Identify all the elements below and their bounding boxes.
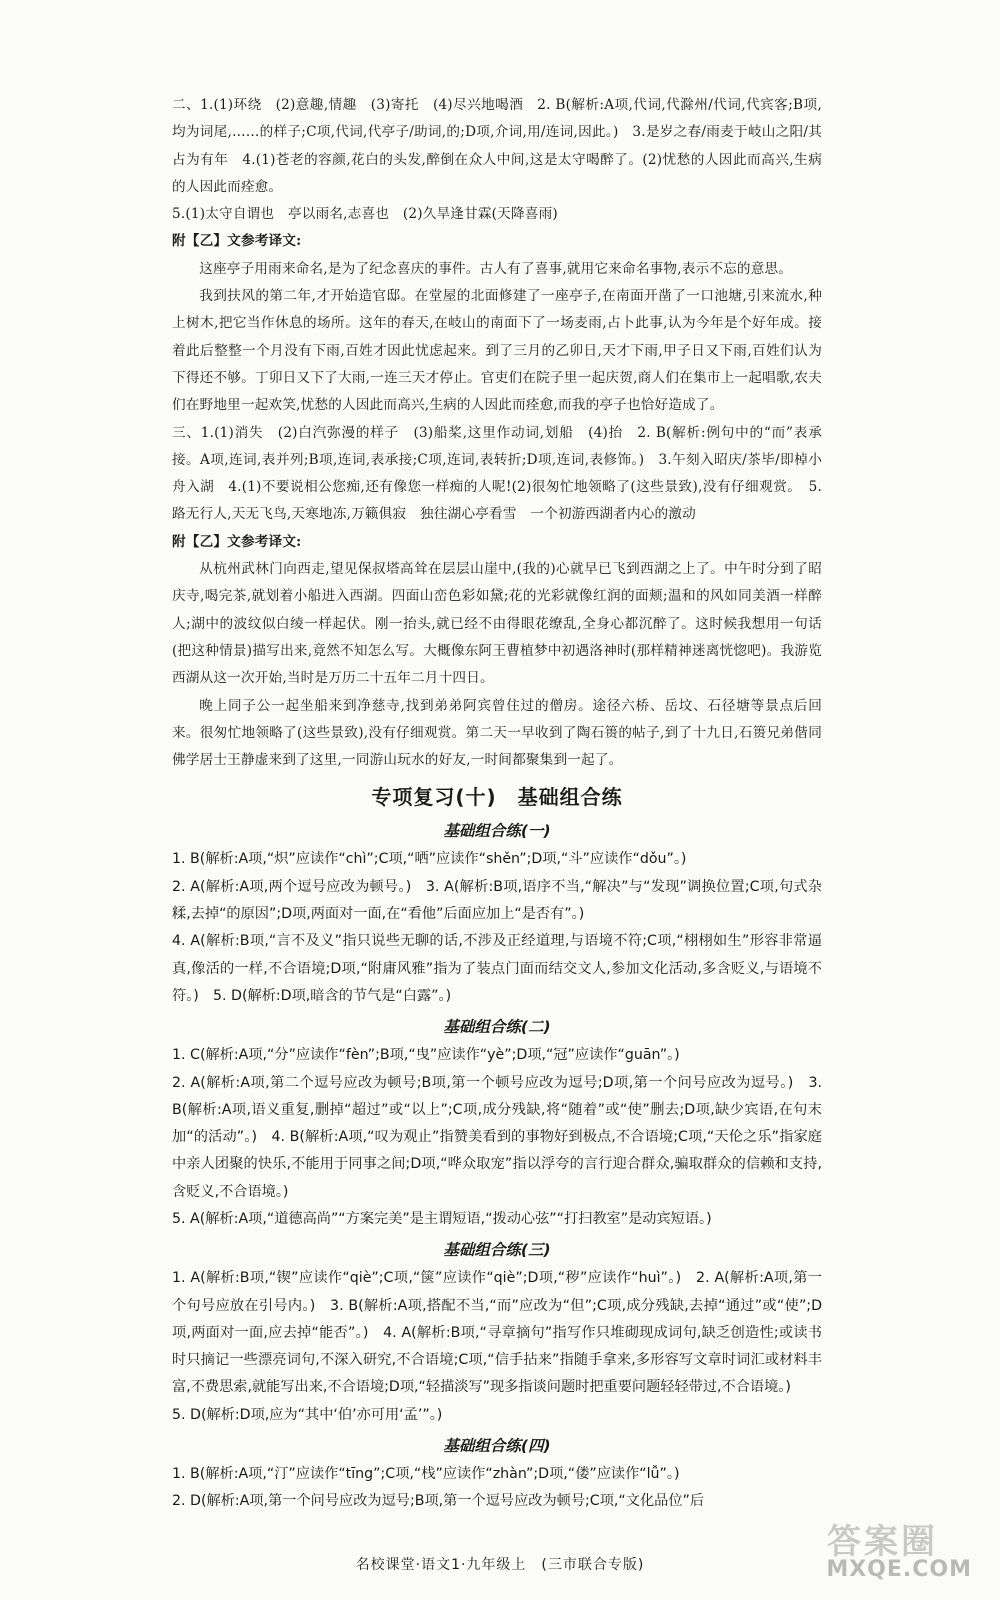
part2-answers: 二、1.(1)环绕 (2)意趣,情趣 (3)寄托 (4)尽兴地喝酒 2. B(解析:A项,代词,代滁州/代词,代宾客;B项,均为词尾,……的样子;C项,代词,代亭子/助词,的;D项,介词,用/连词,因此。) 3.是岁之春/雨麦于岐山之阳/其占为有年 4.(1)苍老的容颜,花白的头发,醉倒在众人中间,这是太守喝醉了。(2)忧愁的人因此而高兴,生病的人因此而痊愈。: [172, 97, 822, 195]
exercise-set-3: [172, 1235, 822, 1429]
part2-translation-heading: 附【乙】文参考译文:: [172, 233, 302, 250]
exercise-answer: 1. A(解析:B项,“锲”应读作“qiè”;C项,“箧”应读作“qiè”;D项,“秽”应读作“huì”。) 2. A(解析:A项,第一个句号应放在引号内。) 3. B(解析:A项,搭配不当,“而”应改为“但”;C项,成分残缺,去掉“通过”或“使”;D项,两面对一面,应去掉“能否”。) 4. A(解析:B项,“寻章摘句”指写作只堆砌现成词句,缺乏创造性;或读书时只摘记一些漂亮词句,不深入研究,不合语境;C项,“信手拈来”指随手拿来,多形容写文章时词汇或材料丰富,不费思索,就能写出来,不合语境;D项,“轻描淡写”现多指谈问题时把重要问题轻轻带过,不合语境。): [172, 1270, 822, 1396]
exercise-answer: 2. A(解析:A项,两个逗号应改为顿号。) 3. A(解析:B项,语序不当,“解决”与“发现”调换位置;C项,句式杂糅,去掉“的原因”;D项,两面对一面,在“看他”后面应加上“是否有”。): [172, 878, 822, 923]
watermark-url: MXQE.COM: [826, 1557, 972, 1582]
exercise-answer: 1. B(解析:A项,“汀”应读作“tīng”;C项,“栈”应读作“zhàn”;D项,“偻”应读作“lǚ”。): [172, 1466, 680, 1483]
exercise-set-title: 基础组合练(一): [443, 822, 551, 841]
exercise-set-1: [172, 816, 822, 1010]
exercise-answer: 1. B(解析:A项,“炽”应读作“chì”;C项,“哂”应读作“shěn”;D项,“斗”应读作“dǒu”。): [172, 851, 687, 868]
exercise-answer: 4. A(解析:B项,“言不及义”指只说些无聊的话,不涉及正经道理,与语境不符;C项,“栩栩如生”形容非常逼真,像活的一样,不合语境;D项,“附庸风雅”指为了装点门面而结交文人,参加文化活动,多含贬义,与语境不符。) 5. D(解析:D项,暗含的节气是“白露”。): [172, 933, 822, 1004]
part3-translation-heading: 附【乙】文参考译文:: [172, 533, 302, 550]
section-part-2: [172, 92, 822, 420]
part3-translation-para-2: 晚上同子公一起坐船来到净慈寺,找到弟弟阿宾曾住过的僧房。途径六桥、岳坟、石径塘等景点后回来。很匆忙地领略了(这些景致),没有仔细观赏。第二天一早收到了陶石篑的帖子,到了十九日,石篑兄弟偕同佛学居士王静虚来到了这里,一同游山玩水的好友,一时间都聚集到一起了。: [172, 697, 822, 769]
exercise-set-title: 基础组合练(四): [443, 1437, 551, 1456]
part2-translation-para-1: 这座亭子用雨来命名,是为了纪念喜庆的事件。古人有了喜事,就用它来命名事物,表示不忘的意思。: [199, 260, 793, 277]
exercise-set-4: [172, 1431, 822, 1516]
exercise-set-title: 基础组合练(三): [443, 1241, 551, 1260]
section-part-3: [172, 420, 822, 775]
exercise-answer: 5. D(解析:D项,应为“其中‘伯’亦可用‘孟’”。): [172, 1406, 443, 1423]
part2-answer5: 5.(1)太守自谓也 亭以雨名,志喜也 (2)久旱逢甘霖(天降喜雨): [172, 206, 558, 223]
watermark-logo: 答案圈: [827, 1522, 938, 1562]
part3-answers: 三、1.(1)消失 (2)白汽弥漫的样子 (3)船桨,这里作动词,划船 (4)抬 2. B(解析:例句中的“而”表承接。A项,连词,表并列;B项,连词,表承接;C项,连词,表转折;D项,连词,表修饰。) 3.午刻入昭庆/茶毕/即棹小舟入湖 4.(1)不要说相公您痴,还有像您一样痴的人呢!(2)很匆忙地领略了(这些景致),没有仔细观赏。 5.路无行人,天无飞鸟,天寒地冻,万籁俱寂 独往湖心亭看雪 一个初游西湖者内心的激动: [172, 424, 822, 523]
exercise-answer: 1. C(解析:A项,“分”应读作“fèn”;B项,“曳”应读作“yè”;D项,“冠”应读作“guān”。): [172, 1047, 680, 1064]
part2-translation-para-2: 我到扶风的第二年,才开始造官邸。在堂屋的北面修建了一座亭子,在南面开凿了一口池塘,引来流水,种上树木,把它当作休息的场所。这年的春天,在岐山的南面下了一场麦雨,占卜此事,认为今年是个好年成。接着此后整整一个月没有下雨,百姓才因此忧虑起来。到了三月的乙卯日,天才下雨,甲子日又下雨,百姓们认为下得还不够。丁卯日又下了大雨,一连三天才停止。官吏们在院子里一起庆贺,商人们在集市上一起唱歌,农夫们在野地里一起欢笑,忧愁的人因此而高兴,生病的人因此而痊愈,而我的亭子也恰好造成了。: [172, 288, 822, 414]
site-watermark: [808, 1514, 978, 1584]
section-title: 专项复习(十) 基础组合练: [371, 785, 623, 810]
exercise-answer: 2. D(解析:A项,第一个问号应改为逗号;B项,第一个逗号应改为顿号;C项,“文化品位”后: [172, 1493, 705, 1510]
exercise-set-2: [172, 1012, 822, 1233]
answer-page: [172, 92, 822, 1516]
page-footer: 名校课堂·语文1·九年级上 (三市联合专版): [355, 1557, 645, 1573]
part3-translation-para-1: 从杭州武林门向西走,望见保叔塔高耸在层层山崖中,(我的)心就早已飞到西湖之上了。中午时分到了昭庆寺,喝完茶,就划着小船进入西湖。四面山峦色彩如黛;花的光彩就像红润的面颊;温和的风如同美酒一样醉人;湖中的波纹似白绫一样起伏。刚一抬头,就已经不由得眼花缭乱,全身心都沉醉了。这时候我想用一句话(把这种情景)描写出来,竟然不知怎么写。大概像东阿王曹植梦中初遇洛神时(那样精神迷离恍惚吧)。我游览西湖从这一次开始,当时是万历二十五年二月十四日。: [172, 561, 822, 687]
exercise-answer: 2. A(解析:A项,第二个逗号应改为顿号;B项,第一个顿号应改为逗号;D项,第一个问号应改为逗号。) 3. B(解析:A项,语义重复,删掉“超过”或“以上”;C项,成分残缺,将“随着”或“使”删去;D项,缺少宾语,在句末加“的活动”。) 4. B(解析:A项,“叹为观止”指赞美看到的事物好到极点,不合语境;C项,“天伦之乐”指家庭中亲人团聚的快乐,不能用于同事之间;D项,“哗众取宠”指以浮夸的言行迎合群众,骗取群众的信赖和支持,含贬义,不合语境。): [172, 1074, 822, 1200]
exercise-set-title: 基础组合练(二): [443, 1018, 551, 1037]
exercise-answer: 5. A(解析:A项,“道德高尚”“方案完美”是主谓短语,“拨动心弦”“打扫教室”是动宾短语。): [172, 1210, 712, 1227]
